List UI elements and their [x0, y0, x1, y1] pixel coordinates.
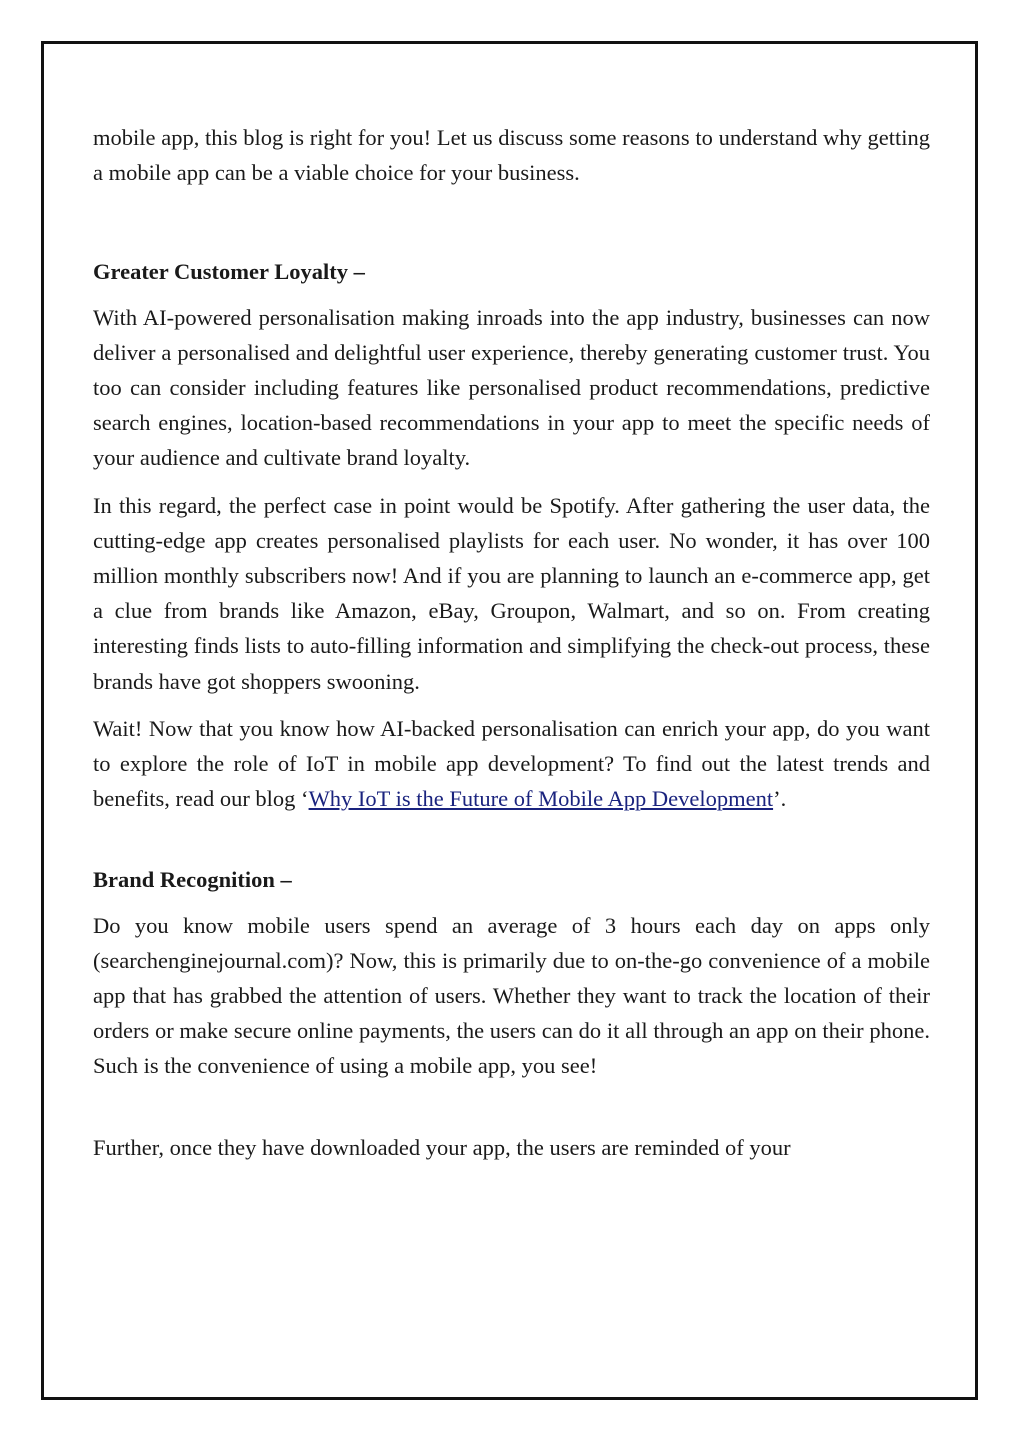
paragraph-iot-end: ’.	[773, 786, 787, 812]
paragraph-iot-blog	[93, 711, 930, 817]
intro-paragraph: mobile app, this blog is right for you! Let us discuss some reasons to understand why getting a mobile app can be a viable choice for your business.	[93, 125, 930, 186]
paragraph-mobile-usage: Do you know mobile users spend an average of 3 hours each day on apps only (searchenginejournal.com)? Now, this is primarily due to on-the-go convenience of a mobile app that has grabbed the attention of users. Whether they want to track the location of their orders or make secure online payments, the users can do it all through an app on their phone. Such is the convenience of using a mobile app, you see!	[93, 912, 930, 1079]
paragraph-ai-personalisation: With AI-powered personalisation making inroads into the app industry, businesses can now deliver a personalised and delightful user experience, thereby generating customer trust. You too can consider including features like personalised product recommendations, predictive search engines, location-based recommendations in your app to meet the specific needs of your audience and cultivate brand loyalty.	[93, 304, 930, 471]
link-why-iot-future[interactable]: Why IoT is the Future of Mobile App Development	[308, 786, 774, 812]
paragraph-spotify: In this regard, the perfect case in point would be Spotify. After gathering the user data, the cutting-edge app creates personalised playlists for each user. No wonder, it has over 100 million monthly subscribers now! And if you are planning to launch an e-commerce app, get a clue from brands like Amazon, eBay, Groupon, Walmart, and so on. From creating interesting finds lists to auto-filling information and simplifying the check-out process, these brands have got shoppers swooning.	[93, 492, 930, 694]
heading-greater-customer-loyalty: Greater Customer Loyalty –	[93, 259, 365, 285]
heading-brand-recognition: Brand Recognition –	[93, 867, 292, 893]
document-body	[93, 120, 930, 1165]
paragraph-further: Further, once they have downloaded your app, the users are reminded of your	[93, 1134, 791, 1160]
paragraph-iot-text: Wait! Now that you know how AI-backed personalisation can enrich your app, do you want to explore the role of IoT in mobile app development? To find out the latest trends and benefits, read our blog ‘	[93, 715, 930, 812]
